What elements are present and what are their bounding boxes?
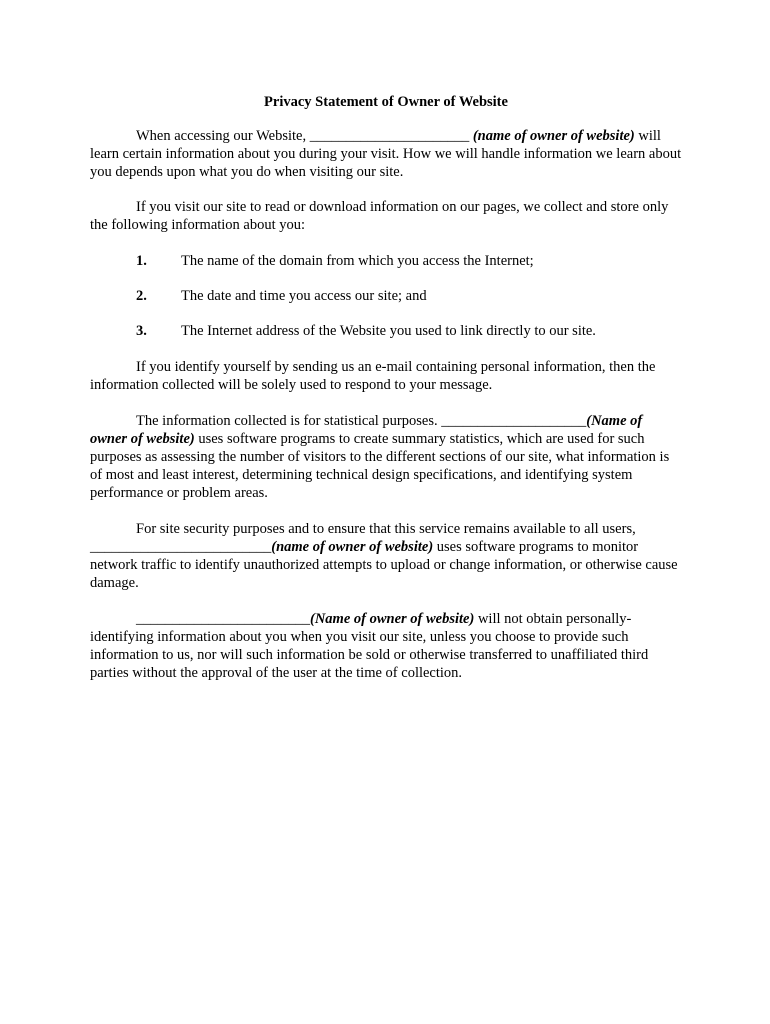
- list-item-number: 2.: [136, 288, 147, 304]
- paragraph-intro: [90, 127, 682, 181]
- list-item: [90, 287, 682, 305]
- owner-name-placeholder: (Name of owner of website): [310, 611, 475, 627]
- paragraph-security: [90, 520, 682, 592]
- paragraph-security-text-before: For site security purposes and to ensure that this service remains available to all users, _________________________: [90, 521, 636, 555]
- paragraph-personal-info-text-after: will not obtain personally-identifying information about you when you visit our site, unless you choose to provide such information to us, nor will such information be sold or otherwise transferred to unaffiliated third parties without the approval of the user at the time of collection.: [90, 611, 649, 681]
- paragraph-intro-text-after: will learn certain information about you during your visit. How we will handle information we learn about you depends upon what you do when visiting our site.: [90, 128, 682, 180]
- owner-name-placeholder: (name of owner of website): [472, 128, 635, 144]
- list-item-text: The Internet address of the Website you used to link directly to our site.: [181, 323, 596, 339]
- list-item-text: The name of the domain from which you access the Internet;: [181, 253, 534, 269]
- paragraph-email: If you identify yourself by sending us an e-mail containing personal information, then the information collected will be solely used to respond to your message.: [90, 359, 656, 393]
- paragraph-security-text-after: uses software programs to monitor network traffic to identify unauthorized attempts to upload or change information, or otherwise cause damage.: [90, 539, 678, 591]
- owner-name-placeholder: (name of owner of website): [271, 539, 434, 555]
- collected-info-list: [90, 252, 682, 340]
- list-item-text: The date and time you access our site; and: [181, 288, 427, 304]
- paragraph-personal-info: [90, 610, 682, 682]
- list-item-number: 3.: [136, 323, 147, 339]
- list-item: [90, 252, 682, 270]
- document-page: [90, 93, 682, 700]
- owner-name-placeholder: (Name of owner of website): [90, 413, 643, 447]
- list-item-number: 1.: [136, 253, 147, 269]
- paragraph-intro-text-before: When accessing our Website, ______________________: [136, 128, 473, 144]
- list-item: [90, 322, 682, 340]
- paragraph-statistics-text-after: uses software programs to create summary statistics, which are used for such purposes as assessing the number of visitors to the different sections of our site, what information is of most and least interest, determining technical design specifications, and identifying system performance or problem areas.: [90, 431, 670, 501]
- paragraph-statistics: [90, 412, 682, 502]
- paragraph-collection: If you visit our site to read or download information on our pages, we collect and store only the following information about you:: [90, 199, 669, 233]
- document-title: Privacy Statement of Owner of Website: [264, 94, 508, 110]
- paragraph-statistics-text-before: The information collected is for statistical purposes. ____________________: [136, 413, 587, 429]
- paragraph-personal-info-text-before: ________________________: [136, 611, 310, 627]
